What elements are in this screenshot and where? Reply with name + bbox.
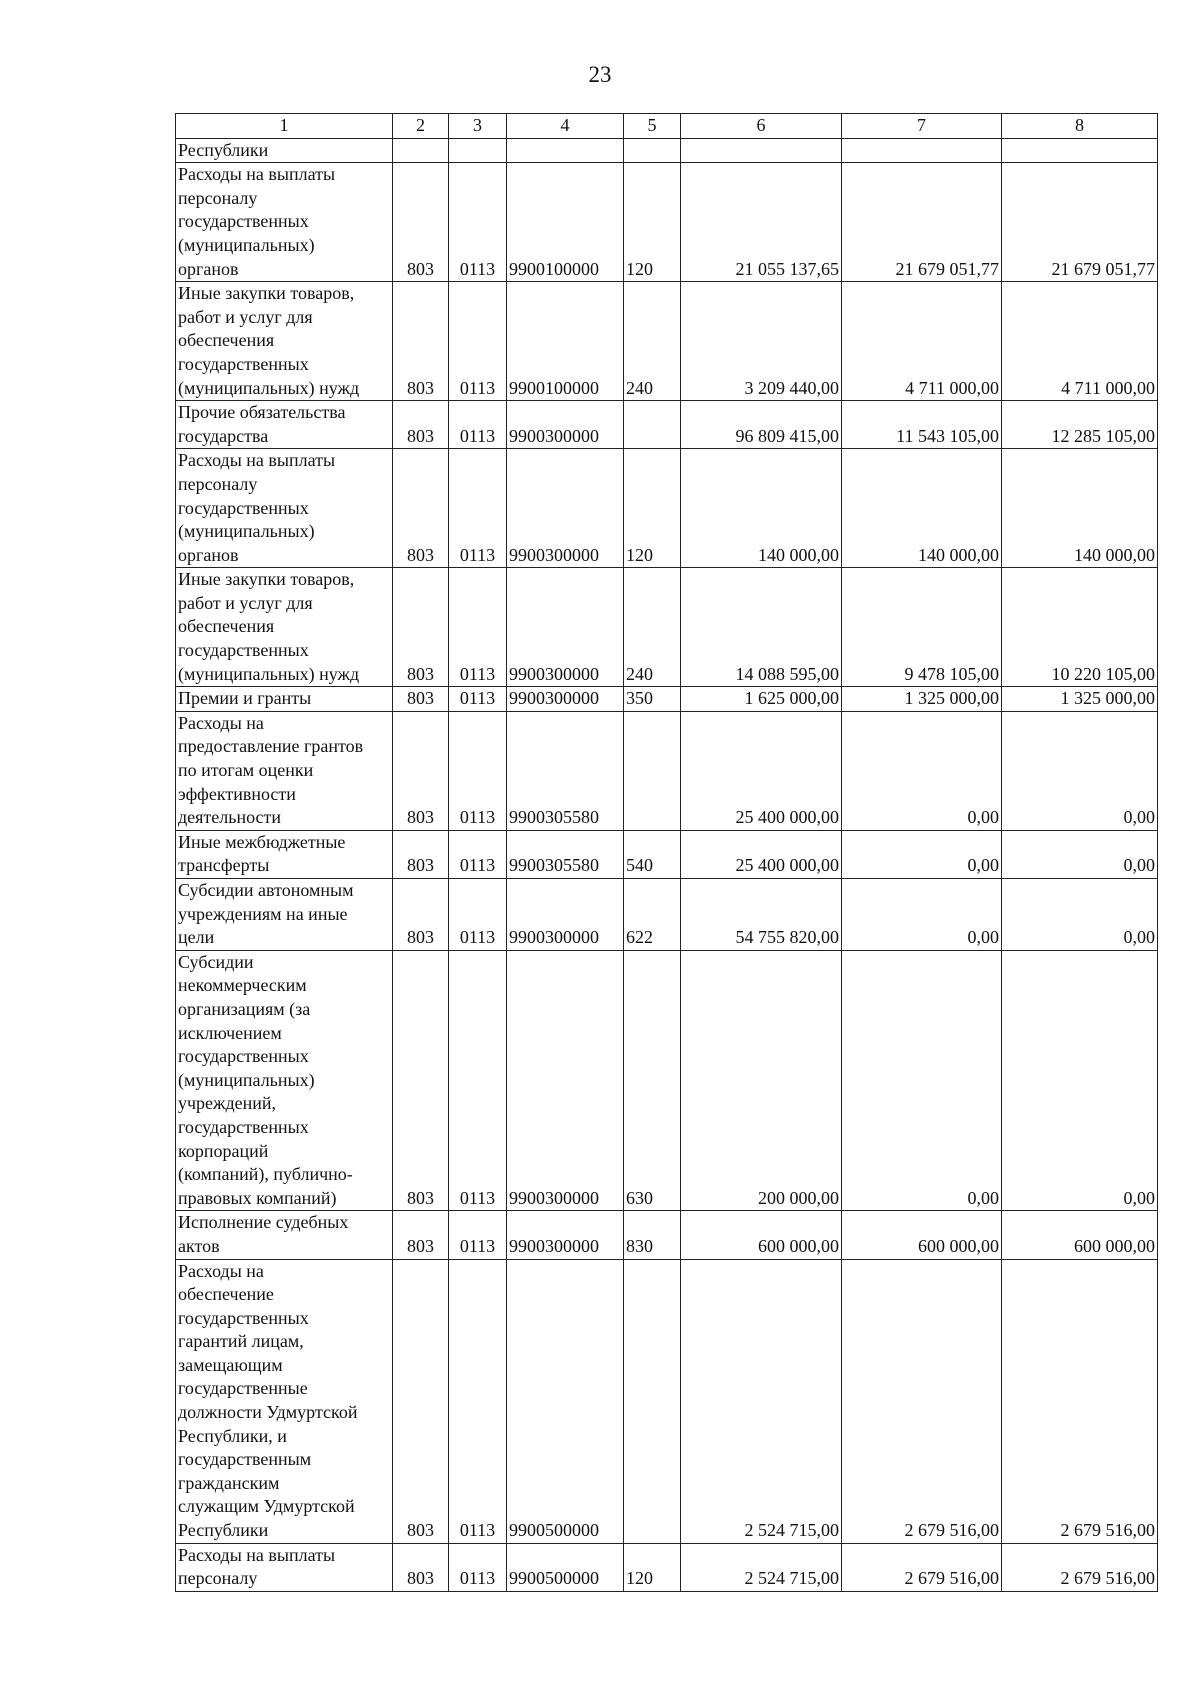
col-6-cell: 14 088 595,00: [681, 568, 842, 687]
row-label-line: (компаний), публично-: [178, 1164, 353, 1185]
header-row: [176, 114, 1158, 139]
row-label-line: (муниципальных): [178, 521, 315, 542]
col-5-cell: 830: [624, 1211, 681, 1259]
row-label-line: эффективности: [178, 783, 296, 804]
row-label-line: учреждений,: [178, 1093, 277, 1114]
col-4-cell: 9900305580: [507, 711, 624, 830]
col-3-cell: 0113: [449, 163, 507, 282]
row-label-line: гражданским: [178, 1472, 280, 1493]
row-label-line: учреждениям на иные: [178, 903, 348, 924]
col-8-cell: [1002, 138, 1158, 163]
col-3-cell: 0113: [449, 401, 507, 449]
row-label-line: должности Удмуртской: [178, 1402, 358, 1423]
col-7-cell: 0,00: [842, 711, 1002, 830]
table-row: [176, 568, 1158, 687]
row-label-line: государственным: [178, 1449, 312, 1470]
col-4-cell: 9900300000: [507, 1211, 624, 1259]
col-5-cell: [624, 711, 681, 830]
col-5-cell: 630: [624, 950, 681, 1211]
col-3-cell: [449, 138, 507, 163]
row-label-line: предоставление грантов: [178, 736, 364, 757]
row-label-line: корпораций: [178, 1140, 269, 1161]
col-7-cell: 9 478 105,00: [842, 568, 1002, 687]
col-3-cell: 0113: [449, 1211, 507, 1259]
col-7-cell: 2 679 516,00: [842, 1259, 1002, 1543]
col-5-cell: 622: [624, 879, 681, 951]
col-7-cell: 0,00: [842, 830, 1002, 878]
col-5-cell: [624, 138, 681, 163]
col-7-cell: [842, 138, 1002, 163]
col-6-cell: 96 809 415,00: [681, 401, 842, 449]
col-3-cell: 0113: [449, 1543, 507, 1591]
col-8-cell: 0,00: [1002, 879, 1158, 951]
col-6-cell: 1 625 000,00: [681, 687, 842, 712]
col-5-cell: 240: [624, 568, 681, 687]
col-6-cell: 140 000,00: [681, 449, 842, 568]
row-label-line: Субсидии автономным: [178, 880, 354, 900]
col-6-cell: 2 524 715,00: [681, 1543, 842, 1591]
col-7-cell: 0,00: [842, 950, 1002, 1211]
row-label-cell: [176, 401, 393, 449]
row-label-line: (муниципальных): [178, 1069, 315, 1090]
row-label-line: Премии и гранты: [178, 688, 312, 709]
row-label-line: по итогам оценки: [178, 760, 314, 781]
col-4-cell: 9900300000: [507, 687, 624, 712]
row-label-cell: [176, 568, 393, 687]
col-2-cell: 803: [393, 830, 449, 878]
table-body: [176, 114, 1158, 1592]
row-label-line: актов: [178, 1235, 220, 1256]
col-3-cell: 0113: [449, 950, 507, 1211]
table-row: [176, 830, 1158, 878]
col-4-cell: 9900500000: [507, 1259, 624, 1543]
col-8-cell: 0,00: [1002, 950, 1158, 1211]
row-label-line: обеспечение: [178, 1284, 274, 1305]
table-row: [176, 138, 1158, 163]
col-5-cell: [624, 401, 681, 449]
row-label-line: Республики, и: [178, 1425, 287, 1446]
header-cell-5: 5: [624, 114, 681, 139]
header-cell-2: 2: [393, 114, 449, 139]
col-2-cell: 803: [393, 282, 449, 401]
row-label-line: Республики: [178, 1520, 269, 1541]
col-8-cell: 1 325 000,00: [1002, 687, 1158, 712]
row-label-cell: [176, 687, 393, 712]
col-3-cell: 0113: [449, 711, 507, 830]
col-8-cell: 0,00: [1002, 711, 1158, 830]
col-8-cell: 21 679 051,77: [1002, 163, 1158, 282]
col-2-cell: 803: [393, 568, 449, 687]
row-label-line: государственные: [178, 1378, 308, 1399]
col-4-cell: [507, 138, 624, 163]
row-label-line: Исполнение судебных: [178, 1212, 349, 1233]
col-4-cell: 9900300000: [507, 950, 624, 1211]
header-cell-3: 3: [449, 114, 507, 139]
col-2-cell: 803: [393, 711, 449, 830]
row-label-cell: [176, 163, 393, 282]
row-label-line: (муниципальных) нужд: [178, 663, 360, 684]
col-4-cell: 9900100000: [507, 282, 624, 401]
row-label-line: работ и услуг для: [178, 306, 313, 327]
col-4-cell: 9900500000: [507, 1543, 624, 1591]
row-label-line: персоналу: [178, 187, 258, 208]
row-label-cell: [176, 711, 393, 830]
row-label-line: трансферты: [178, 855, 270, 876]
col-7-cell: 2 679 516,00: [842, 1543, 1002, 1591]
col-4-cell: 9900305580: [507, 830, 624, 878]
row-label-line: государственных: [178, 497, 309, 518]
col-3-cell: 0113: [449, 687, 507, 712]
row-label-line: Прочие обязательства: [178, 402, 346, 423]
row-label-line: работ и услуг для: [178, 592, 313, 613]
col-7-cell: 4 711 000,00: [842, 282, 1002, 401]
col-4-cell: 9900300000: [507, 568, 624, 687]
col-8-cell: 2 679 516,00: [1002, 1259, 1158, 1543]
row-label-cell: [176, 1543, 393, 1591]
row-label-line: обеспечения: [178, 616, 275, 637]
col-2-cell: 803: [393, 1543, 449, 1591]
col-3-cell: 0113: [449, 1259, 507, 1543]
col-6-cell: [681, 138, 842, 163]
table-row: [176, 1211, 1158, 1259]
row-label-line: Расходы на выплаты: [178, 164, 336, 185]
row-label-line: Расходы на выплаты: [178, 1544, 336, 1565]
header-cell-4: 4: [507, 114, 624, 139]
table-row: [176, 401, 1158, 449]
row-label-line: Расходы на: [178, 1260, 264, 1281]
col-5-cell: 120: [624, 1543, 681, 1591]
table-row: [176, 879, 1158, 951]
col-7-cell: 11 543 105,00: [842, 401, 1002, 449]
col-6-cell: 25 400 000,00: [681, 830, 842, 878]
row-label-line: (муниципальных) нужд: [178, 377, 360, 398]
row-label-line: Расходы на выплаты: [178, 450, 336, 471]
col-4-cell: 9900300000: [507, 879, 624, 951]
row-label-line: органов: [178, 258, 239, 279]
col-2-cell: 803: [393, 401, 449, 449]
col-7-cell: 140 000,00: [842, 449, 1002, 568]
row-label-line: Республики: [178, 139, 269, 160]
col-3-cell: 0113: [449, 282, 507, 401]
row-label-line: некоммерческим: [178, 975, 307, 996]
col-5-cell: 240: [624, 282, 681, 401]
col-5-cell: 120: [624, 163, 681, 282]
col-2-cell: 803: [393, 879, 449, 951]
col-3-cell: 0113: [449, 830, 507, 878]
row-label-line: персоналу: [178, 473, 258, 494]
table-row: [176, 282, 1158, 401]
row-label-line: гарантий лицам,: [178, 1331, 304, 1352]
page-number: 23: [588, 62, 612, 87]
col-2-cell: 803: [393, 687, 449, 712]
col-6-cell: 2 524 715,00: [681, 1259, 842, 1543]
row-label-line: организациям (за: [178, 998, 311, 1019]
col-3-cell: 0113: [449, 879, 507, 951]
col-4-cell: 9900300000: [507, 449, 624, 568]
col-5-cell: [624, 1259, 681, 1543]
col-5-cell: 540: [624, 830, 681, 878]
row-label-line: государственных: [178, 1307, 309, 1328]
col-8-cell: 0,00: [1002, 830, 1158, 878]
table-row: [176, 711, 1158, 830]
row-label-line: исключением: [178, 1022, 282, 1043]
col-8-cell: 12 285 105,00: [1002, 401, 1158, 449]
col-6-cell: 3 209 440,00: [681, 282, 842, 401]
header-cell-8: 8: [1002, 114, 1158, 139]
row-label-line: персоналу: [178, 1568, 258, 1589]
row-label-cell: [176, 879, 393, 951]
row-label-line: правовых компаний): [178, 1187, 337, 1208]
col-2-cell: [393, 138, 449, 163]
col-2-cell: 803: [393, 449, 449, 568]
row-label-line: Иные закупки товаров,: [178, 283, 355, 304]
col-8-cell: 140 000,00: [1002, 449, 1158, 568]
col-4-cell: 9900300000: [507, 401, 624, 449]
col-6-cell: 25 400 000,00: [681, 711, 842, 830]
row-label-line: замещающим: [178, 1354, 283, 1375]
row-label-cell: [176, 282, 393, 401]
row-label-line: обеспечения: [178, 330, 275, 351]
row-label-line: государства: [178, 425, 269, 446]
col-2-cell: 803: [393, 1211, 449, 1259]
row-label-line: государственных: [178, 353, 309, 374]
row-label-line: государственных: [178, 1116, 309, 1137]
row-label-line: государственных: [178, 640, 309, 661]
col-2-cell: 803: [393, 1259, 449, 1543]
col-8-cell: 4 711 000,00: [1002, 282, 1158, 401]
table-row: [176, 687, 1158, 712]
table-row: [176, 1543, 1158, 1591]
col-6-cell: 200 000,00: [681, 950, 842, 1211]
col-4-cell: 9900100000: [507, 163, 624, 282]
row-label-line: государственных: [178, 211, 309, 232]
table-row: [176, 1259, 1158, 1543]
row-label-line: государственных: [178, 1046, 309, 1067]
col-3-cell: 0113: [449, 449, 507, 568]
table-row: [176, 449, 1158, 568]
col-7-cell: 1 325 000,00: [842, 687, 1002, 712]
row-label-cell: [176, 1259, 393, 1543]
budget-table: [175, 113, 1158, 1592]
row-label-line: органов: [178, 544, 239, 565]
row-label-cell: [176, 950, 393, 1211]
col-3-cell: 0113: [449, 568, 507, 687]
col-8-cell: 10 220 105,00: [1002, 568, 1158, 687]
col-8-cell: 600 000,00: [1002, 1211, 1158, 1259]
row-label-line: Иные межбюджетные: [178, 831, 346, 852]
col-2-cell: 803: [393, 163, 449, 282]
header-cell-6: 6: [681, 114, 842, 139]
row-label-cell: [176, 138, 393, 163]
row-label-cell: [176, 449, 393, 568]
col-7-cell: 0,00: [842, 879, 1002, 951]
col-2-cell: 803: [393, 950, 449, 1211]
row-label-cell: [176, 830, 393, 878]
header-cell-1: 1: [176, 114, 393, 139]
row-label-line: Расходы на: [178, 712, 264, 733]
row-label-line: Субсидии: [178, 951, 254, 972]
header-cell-7: 7: [842, 114, 1002, 139]
row-label-line: Иные закупки товаров,: [178, 569, 355, 590]
col-6-cell: 21 055 137,65: [681, 163, 842, 282]
row-label-line: (муниципальных): [178, 234, 315, 255]
table-row: [176, 163, 1158, 282]
row-label-line: цели: [178, 927, 215, 948]
col-8-cell: 2 679 516,00: [1002, 1543, 1158, 1591]
col-7-cell: 21 679 051,77: [842, 163, 1002, 282]
col-5-cell: 350: [624, 687, 681, 712]
table-row: [176, 950, 1158, 1211]
col-7-cell: 600 000,00: [842, 1211, 1002, 1259]
col-6-cell: 600 000,00: [681, 1211, 842, 1259]
col-6-cell: 54 755 820,00: [681, 879, 842, 951]
row-label-cell: [176, 1211, 393, 1259]
col-5-cell: 120: [624, 449, 681, 568]
row-label-line: деятельности: [178, 807, 282, 828]
row-label-line: служащим Удмуртской: [178, 1496, 355, 1517]
